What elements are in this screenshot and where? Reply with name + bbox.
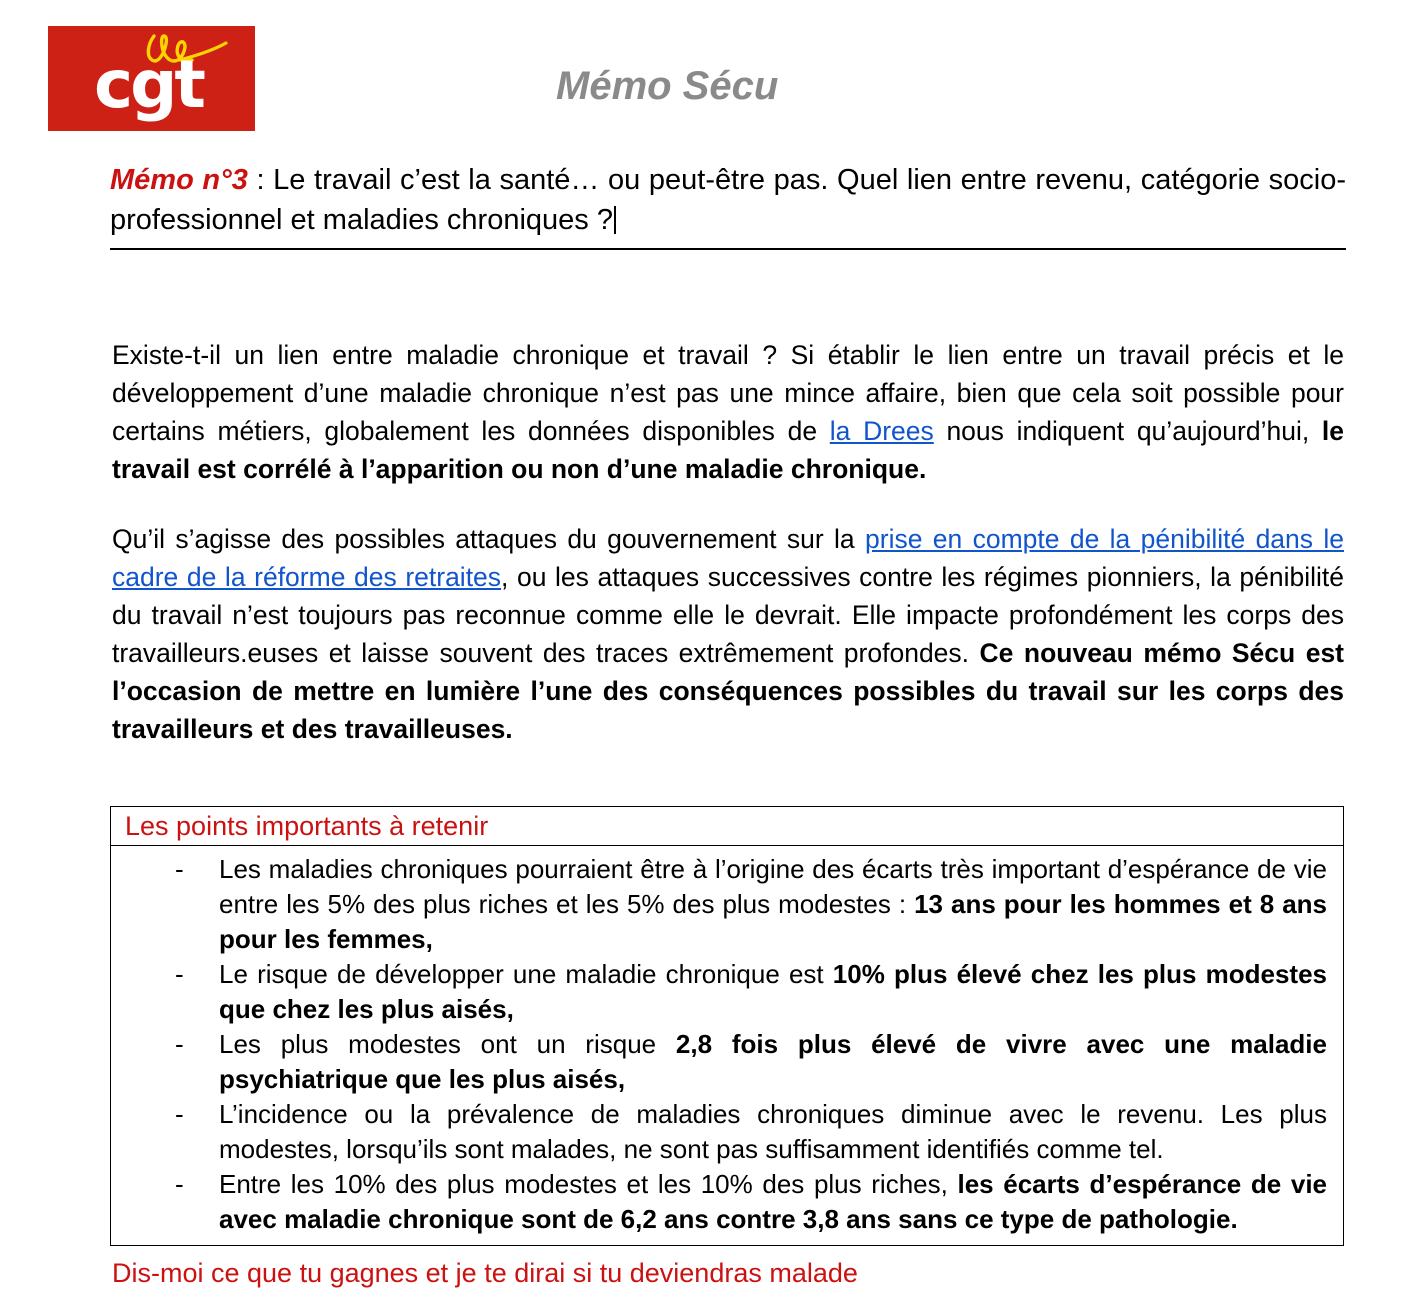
plain-text: L’incidence ou la prévalence de maladies chroniques diminue avec le revenu. Les plus modestes, lorsqu’ils sont malades, ne sont pas suffisamment identifiés comme tel.: [219, 1099, 1327, 1164]
bold-text: les écarts d’espérance de vie avec maladie chronique sont de 6,2 ans contre 3,8 ans sans ce type de pathologie.: [219, 1169, 1327, 1234]
key-point-text: [219, 1099, 1327, 1164]
plain-text: Qu’il s’agisse des possibles attaques du gouvernement sur la: [112, 524, 866, 554]
document-header: [0, 0, 1420, 150]
memo-title: [110, 160, 1346, 240]
bold-text: 2,8 fois plus élevé de vivre avec une maladie psychiatrique que les plus aisés,: [219, 1029, 1327, 1094]
section-heading: Dis-moi ce que tu gagnes et je te dirai si tu deviendras malade: [112, 1258, 858, 1288]
key-points-box: [110, 806, 1344, 1246]
key-point-text: [219, 959, 1327, 1024]
plain-text: Les maladies chroniques pourraient être à l’origine des écarts très important d’espérance de vie entre les 5% des plus riches et les 5% des plus modestes :: [219, 854, 1327, 919]
bold-text: 13 ans pour les hommes et 8 ans pour les femmes,: [219, 889, 1328, 954]
memo-number: Mémo n°3: [110, 164, 248, 196]
cgt-logo: [48, 26, 255, 131]
banner-title: Mémo Sécu: [556, 64, 779, 108]
bold-text: Ce nouveau mémo Sécu est l’occasion de mettre en lumière l’une des conséquences possibles du travail sur les corps des travailleurs et des travailleuses.: [112, 638, 1345, 744]
key-points-header: Les points importants à retenir: [111, 807, 1343, 846]
body-paragraphs: [112, 336, 1344, 780]
memo-title-rest: : Le travail c’est la santé… ou peut-être pas. Quel lien entre revenu, catégorie socio-professionnel et maladies chroniques ?: [110, 164, 1346, 236]
key-point-item: [111, 1027, 1327, 1097]
title-divider: [110, 248, 1346, 250]
plain-text: Le risque de développer une maladie chronique est: [219, 959, 833, 989]
plain-text: Les plus modestes ont un risque: [219, 1029, 676, 1059]
key-point-text: [219, 1169, 1327, 1234]
key-point-item: [111, 957, 1327, 1027]
key-point-text: [219, 1029, 1327, 1094]
plain-text: , ou les attaques successives contre les régimes pionniers, la pénibilité du travail n’est toujours pas reconnue comme elle le devrait. Elle impacte profondément les corps des travailleurs.euses et laisse souvent des traces extrêmement profondes.: [112, 562, 1344, 668]
bold-text: le travail est corrélé à l’apparition ou non d’une maladie chronique.: [112, 416, 1344, 484]
bullet-dash-marker: -: [175, 1169, 184, 1199]
bullet-dash-marker: -: [175, 959, 184, 989]
memo-title-block: [110, 160, 1346, 258]
key-point-item: [111, 852, 1327, 957]
bullet-dash-marker: -: [175, 1099, 184, 1129]
bullet-dash-marker: -: [175, 854, 184, 884]
key-point-item: [111, 1097, 1327, 1167]
key-points-list: [111, 846, 1343, 1245]
key-point-item: [111, 1167, 1327, 1237]
paragraph: [112, 520, 1344, 748]
bold-text: 10% plus élevé chez les plus modestes que chez les plus aisés,: [219, 959, 1327, 1024]
key-point-text: [219, 854, 1327, 954]
plain-text: Entre les 10% des plus modestes et les 10% des plus riches,: [219, 1169, 958, 1199]
logo-cgt-text: cgt: [94, 46, 203, 123]
inline-link[interactable]: la Drees: [829, 416, 934, 446]
plain-text: nous indiquent qu’aujourd’hui,: [933, 416, 1322, 446]
inline-link[interactable]: prise en compte de la pénibilité dans le cadre de la réforme des retraites: [112, 524, 1344, 592]
plain-text: Existe-t-il un lien entre maladie chronique et travail ? Si établir le lien entre un travail précis et le développement d’une maladie chronique n’est pas une mince affaire, bien que cela soit possible pour certains métiers, globalement les données disponibles de: [112, 340, 1344, 446]
paragraph: [112, 336, 1344, 488]
text-caret: [614, 206, 616, 234]
bullet-dash-marker: -: [175, 1029, 184, 1059]
